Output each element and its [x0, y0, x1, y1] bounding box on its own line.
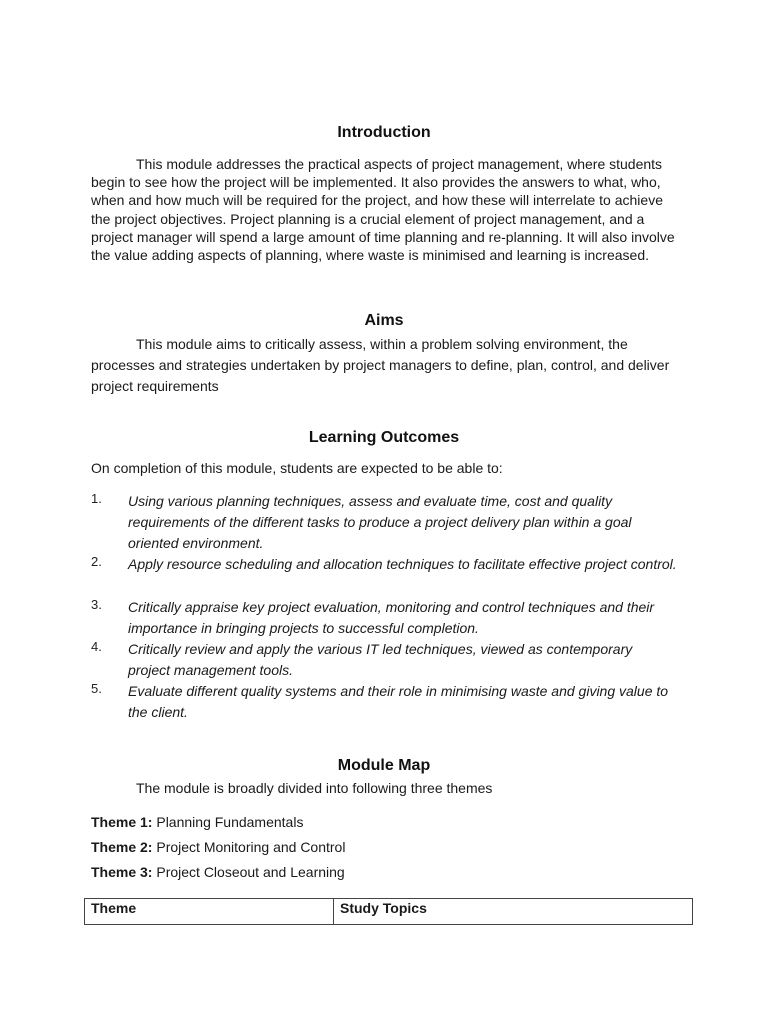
- introduction-paragraph: This module addresses the practical aspects of project management, where students begin to see how the project will be implemented. It also provides the answers to what, who, when and how much will be required for the project, and how these will interrelate to achieve the project objectives. Project planning is a crucial element of project management, and a project manager will spend a large amount of time planning and re-planning. It will also involve the value adding aspects of planning, where waste is minimised and learning is increased.: [91, 156, 675, 264]
- list-item-number: 2.: [91, 554, 102, 569]
- list-item-number: 5.: [91, 681, 102, 696]
- list-item-number: 3.: [91, 597, 102, 612]
- learning-outcomes-heading: Learning Outcomes: [308, 429, 460, 446]
- list-item-text: Critically review and apply the various IT led techniques, viewed as contemporary project management tools.: [128, 641, 633, 678]
- table-header-row: [85, 899, 693, 925]
- theme-label: Theme 3:: [91, 864, 153, 880]
- theme-value: Planning Fundamentals: [156, 814, 304, 830]
- table-header-theme: Theme: [85, 899, 334, 925]
- study-topics-table: [84, 898, 693, 925]
- learning-outcomes-intro: On completion of this module, students are expected to be able to:: [91, 460, 503, 476]
- table-header-study-topics: Study Topics: [334, 899, 693, 925]
- theme-line-1: [91, 814, 303, 830]
- theme-label: Theme 1:: [91, 814, 153, 830]
- theme-value: Project Closeout and Learning: [156, 864, 345, 880]
- list-item-number: 1.: [91, 491, 102, 506]
- list-item-number: 4.: [91, 639, 102, 654]
- module-map-intro: The module is broadly divided into following three themes: [136, 780, 493, 796]
- list-item-text: Using various planning techniques, assess and evaluate time, cost and quality requirements of the different tasks to produce a project delivery plan within a goal oriented environment.: [128, 493, 632, 551]
- aims-paragraph: This module aims to critically assess, within a problem solving environment, the processes and strategies undertaken by project managers to define, plan, control, and deliver project requirements: [91, 336, 670, 394]
- list-item-text: Critically appraise key project evaluation, monitoring and control techniques and their importance in bringing projects to successful completion.: [128, 599, 655, 636]
- module-map-heading: Module Map: [337, 757, 431, 774]
- theme-line-2: [91, 839, 345, 855]
- list-item-text: Apply resource scheduling and allocation techniques to facilitate effective project control.: [128, 556, 677, 572]
- theme-line-3: [91, 864, 345, 880]
- aims-heading: Aims: [364, 312, 404, 329]
- list-item-text: Evaluate different quality systems and their role in minimising waste and giving value to the client.: [128, 683, 669, 720]
- theme-label: Theme 2:: [91, 839, 153, 855]
- theme-value: Project Monitoring and Control: [156, 839, 346, 855]
- introduction-heading: Introduction: [337, 124, 431, 141]
